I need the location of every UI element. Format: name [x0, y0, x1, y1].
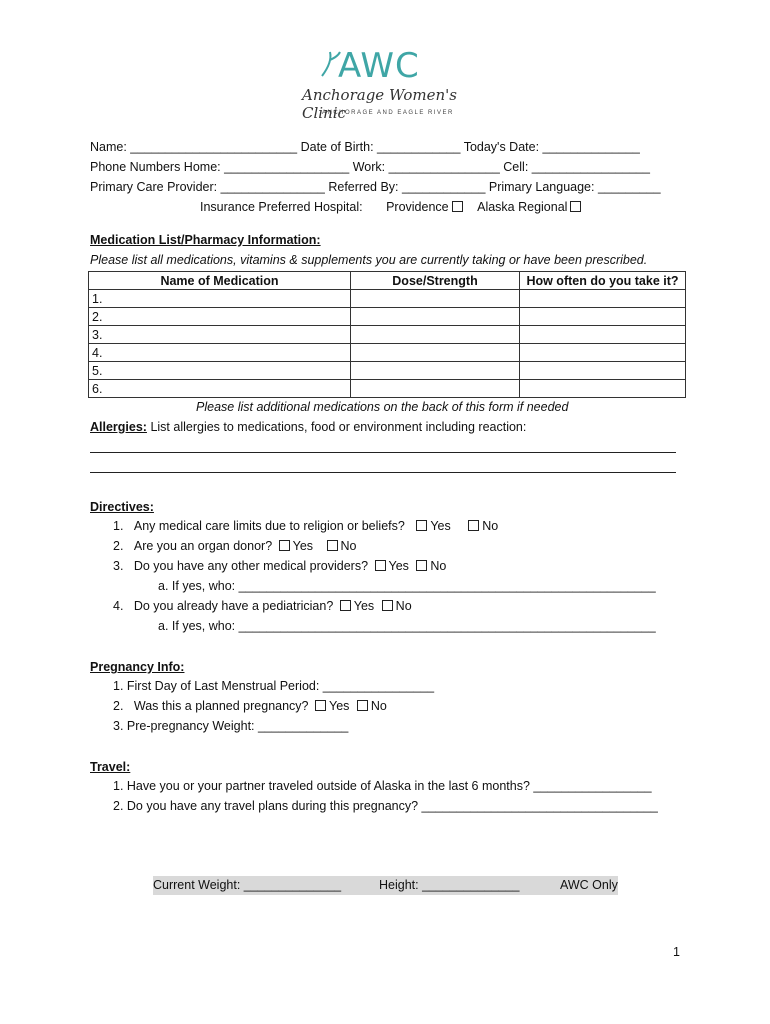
col-dose: Dose/Strength	[351, 272, 520, 290]
medication-table	[88, 271, 686, 398]
page-number: 1	[673, 945, 680, 959]
header-line-3[interactable]: Primary Care Provider: _______________ Referred By: ____________ Primary Language: _________	[90, 180, 661, 194]
pregnancy-yes-checkbox[interactable]	[315, 700, 326, 711]
directive-q4: 4. Do you already have a pediatrician? Yes No	[113, 599, 412, 613]
header-line-2[interactable]: Phone Numbers Home: __________________ Work: ________________ Cell: _________________	[90, 160, 650, 174]
logo-sub: ANCHORAGE AND EAGLE RIVER	[322, 110, 454, 116]
col-name: Name of Medication	[89, 272, 351, 290]
q3-no-checkbox[interactable]	[416, 560, 427, 571]
meds-note: Please list additional medications on the back of this form if needed	[196, 400, 569, 414]
clinic-logo	[296, 46, 476, 122]
table-row[interactable]: 6.	[89, 380, 686, 398]
directive-q4a[interactable]: a. If yes, who: ____________________________________________________________	[158, 619, 656, 633]
providence-label: Providence	[386, 200, 449, 214]
pregnancy-no-checkbox[interactable]	[357, 700, 368, 711]
col-frequency: How often do you take it?	[520, 272, 686, 290]
hospital-row	[200, 200, 584, 214]
q2-no-checkbox[interactable]	[327, 540, 338, 551]
directive-q3a[interactable]: a. If yes, who: ____________________________________________________________	[158, 579, 656, 593]
logo-script: Anchorage Women's Clinic	[302, 86, 457, 122]
directive-q1: 1. Any medical care limits due to religion or beliefs? Yes No	[113, 519, 499, 533]
table-row[interactable]: 1.	[89, 290, 686, 308]
table-row[interactable]: 5.	[89, 362, 686, 380]
q2-yes-checkbox[interactable]	[279, 540, 290, 551]
travel-q1[interactable]: 1. Have you or your partner traveled outside of Alaska in the last 6 months? _________________	[113, 779, 652, 793]
awc-only-label: AWC Only	[560, 878, 618, 892]
table-row[interactable]: 3.	[89, 326, 686, 344]
table-row[interactable]: 2.	[89, 308, 686, 326]
allergies-row	[90, 420, 526, 434]
pregnancy-q2: 2. Was this a planned pregnancy? Yes No	[113, 699, 387, 713]
directive-q3: 3. Do you have any other medical providers? Yes No	[113, 559, 447, 573]
q1-no-checkbox[interactable]	[468, 520, 479, 531]
alaska-regional-checkbox[interactable]	[570, 201, 581, 212]
travel-q2[interactable]: 2. Do you have any travel plans during this pregnancy? __________________________________	[113, 799, 658, 813]
allergies-line-2[interactable]	[90, 472, 676, 473]
directive-q2: 2. Are you an organ donor? Yes No	[113, 539, 357, 553]
pregnancy-title: Pregnancy Info:	[90, 660, 185, 674]
q3-yes-checkbox[interactable]	[375, 560, 386, 571]
current-weight[interactable]: Current Weight: ______________	[153, 878, 342, 892]
directives-title: Directives:	[90, 500, 154, 514]
allergies-line-1[interactable]	[90, 452, 676, 453]
hospital-label: Insurance Preferred Hospital:	[200, 200, 363, 214]
q4-no-checkbox[interactable]	[382, 600, 393, 611]
travel-title: Travel:	[90, 760, 131, 774]
allergies-text: List allergies to medications, food or environment including reaction:	[150, 420, 527, 434]
height[interactable]: Height: ______________	[379, 878, 520, 892]
pregnancy-q1[interactable]: 1. First Day of Last Menstrual Period: ________________	[113, 679, 435, 693]
pregnancy-q3[interactable]: 3. Pre-pregnancy Weight: _____________	[113, 719, 349, 733]
meds-title: Medication List/Pharmacy Information:	[90, 233, 321, 247]
meds-instruction: Please list all medications, vitamins & supplements you are currently taking or have been prescribed.	[90, 253, 648, 267]
providence-checkbox[interactable]	[452, 201, 463, 212]
logo-awc: AWC	[338, 46, 420, 86]
table-row[interactable]: 4.	[89, 344, 686, 362]
allergies-label: Allergies:	[90, 420, 147, 434]
alaska-regional-label: Alaska Regional	[477, 200, 568, 214]
header-line-1[interactable]: Name: ________________________ Date of Birth: ____________ Today's Date: ______________	[90, 140, 640, 154]
q4-yes-checkbox[interactable]	[340, 600, 351, 611]
q1-yes-checkbox[interactable]	[416, 520, 427, 531]
